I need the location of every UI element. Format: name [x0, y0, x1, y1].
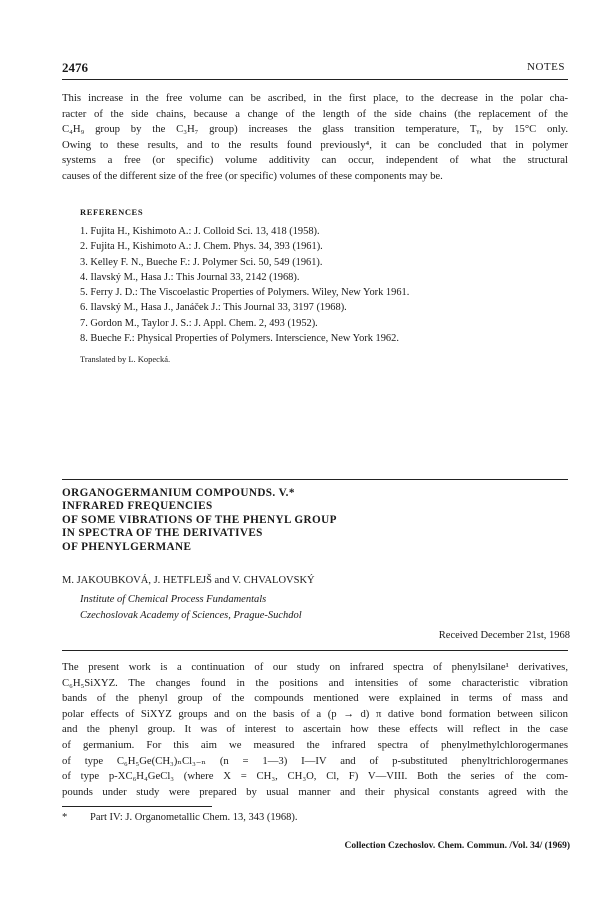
text-line: bands of the phenyl group of the compounds mentioned were explained in terms of mass and — [62, 692, 568, 705]
text-line: Owing to these results, and to the results found previously⁴, it can be concluded that in polymer — [62, 138, 568, 151]
text-line: systems a free (or specific) volume additivity can occur, independent of what the structural — [62, 154, 568, 167]
text-line: of type C₆H₅Ge(CH₃)ₙCl₃₋ₙ (n = 1—3) I—IV and of p-substituted phenyltrichlorogermanes — [62, 754, 568, 767]
text-line: polar effects of SiXYZ groups and on the basis of a (p → d) π dative bond formation between silicon — [62, 707, 568, 720]
footnote — [62, 812, 298, 823]
reference-item: 2. Fujita H., Kishimoto A.: J. Chem. Phys. 34, 393 (1961). — [80, 241, 323, 253]
article-title — [62, 487, 337, 554]
intro-paragraph — [62, 91, 568, 185]
text-line: of type p-XC₆H₄GeCl₃ (where X = CH₃, CH₃O, Cl, F) V—VIII. Both the series of the com- — [62, 770, 568, 783]
abstract-rule — [62, 650, 568, 651]
reference-item: 5. Ferry J. D.: The Viscoelastic Properties of Polymers. Wiley, New York 1961. — [80, 287, 410, 299]
footnote-rule — [62, 806, 212, 807]
title-line: ORGANOGERMANIUM COMPOUNDS. V.* — [62, 487, 295, 499]
title-line: OF SOME VIBRATIONS OF THE PHENYL GROUP — [62, 513, 337, 526]
text-line: and the phenyl group. It was of interest to ascertain how these effects will reflect in the case — [62, 723, 568, 736]
reference-item: 8. Bueche F.: Physical Properties of Polymers. Interscience, New York 1962. — [80, 333, 399, 345]
reference-item: 4. Ilavský M., Hasa J.: This Journal 33, 2142 (1968). — [80, 271, 300, 283]
footnote-marker: * — [62, 812, 68, 823]
affiliation-line: Czechoslovak Academy of Sciences, Prague-Suchdol — [80, 610, 302, 621]
text-line: C₄H₉ group by the C₃H₇ group) increases the glass transition temperature, Tᵧ, by 15°C only. — [62, 123, 568, 136]
title-line: OF PHENYLGERMANE — [62, 540, 192, 553]
text-line: This increase in the free volume can be ascribed, in the first place, to the decrease in the polar cha- — [62, 92, 568, 104]
text-line: The present work is a continuation of our study on infrared spectra of phenylsilane¹ derivatives, — [62, 661, 568, 673]
text-line: causes of the different size of the free (or specific) volumes of these components may be. — [62, 169, 443, 182]
references-heading: REFERENCES — [80, 207, 144, 217]
section-label: NOTES — [527, 61, 565, 73]
text-line: racter of the side chains, because a change of the length of the side chains (the replacement of the — [62, 107, 568, 120]
reference-item: 6. Ilavský M., Hasa J., Janáček J.: This Journal 33, 3197 (1968). — [80, 302, 347, 314]
journal-citation-footer: Collection Czechoslov. Chem. Commun. /Vol. 34/ (1969) — [344, 841, 570, 851]
article-body — [62, 660, 568, 800]
header-rule — [62, 79, 568, 80]
title-line: INFRARED FREQUENCIES — [62, 500, 213, 513]
text-line: pounds under study were prepared by usual manner and their physical constants agreed with the — [62, 785, 568, 798]
text-line: C₆H₅SiXYZ. The changes found in the positions and intensities of some characteristic vibration — [62, 676, 568, 689]
reference-item: 7. Gordon M., Taylor J. S.: J. Appl. Chem. 2, 493 (1952). — [80, 317, 318, 329]
authors: M. JAKOUBKOVÁ, J. HETFLEJŠ and V. CHVALOVSKÝ — [62, 575, 315, 586]
article-separator-rule — [62, 479, 568, 480]
title-line: IN SPECTRA OF THE DERIVATIVES — [62, 527, 263, 540]
text-line: of germanium. For this aim we measured the infrared spectra of phenylmethylchlorogermanes — [62, 738, 568, 751]
reference-item: 1. Fujita H., Kishimoto A.: J. Colloid Sci. 13, 418 (1958). — [80, 226, 320, 237]
reference-list — [80, 224, 560, 346]
page-number: 2476 — [62, 60, 88, 75]
affiliation — [80, 592, 302, 624]
reference-item: 3. Kelley F. N., Bueche F.: J. Polymer Sci. 50, 549 (1961). — [80, 256, 323, 268]
translator-note: Translated by L. Kopecká. — [80, 354, 171, 364]
affiliation-line: Institute of Chemical Process Fundamentals — [80, 594, 267, 605]
footnote-text: Part IV: J. Organometallic Chem. 13, 343 (1968). — [90, 812, 298, 823]
received-date: Received December 21st, 1968 — [438, 630, 570, 641]
